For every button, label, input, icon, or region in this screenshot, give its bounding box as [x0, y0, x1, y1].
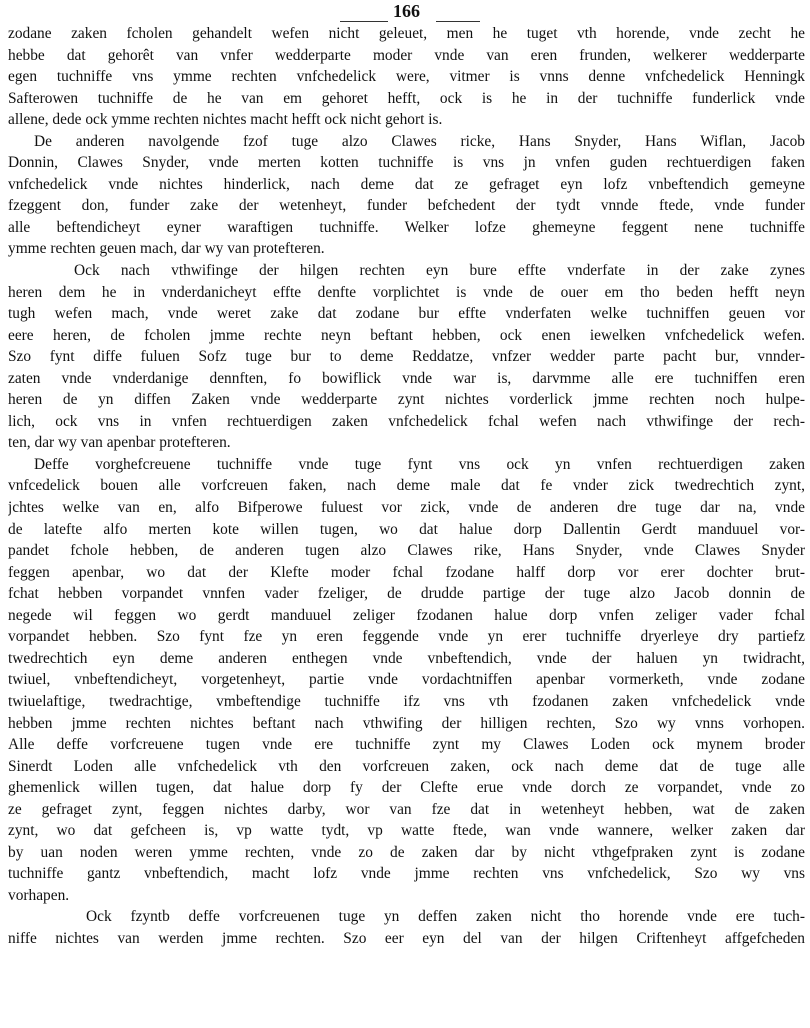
text-line: niffe nichtes van werden jmme rechten. Szo eer eyn del van der hilgen Criftenheyt affgefcheden: [8, 929, 805, 947]
text-line: twedrechtich eyn deme anderen enthegen vnde vnbeftendich, vnde der haluen yn twidracht,: [8, 649, 805, 667]
text-line: by uan noden weren ymme rechten, vnde zo de zaken dar by nicht vthgefpraken zynt is zodane: [8, 843, 805, 861]
text-line: zodane zaken fcholen gehandelt wefen nicht geleuet, men he tuget vth horende, vnde zecht he: [8, 25, 805, 42]
text-line: alle beftendicheyt eyner waraftigen tuchniffe. Welker lofze ghemeyne feggent nene tuchniffe: [8, 218, 805, 236]
text-line: Ock nach vthwifinge der hilgen rechten eyn bure effte vnderfate in der zake zynes: [74, 262, 805, 280]
header-rule-left: [340, 21, 388, 22]
text-line: heren dem he in vnderdanicheyt effte denfte vorplichtet is vnde de ouer em tho beden hefft neyn: [8, 283, 805, 301]
text-line: heren de yn diffen Zaken vnde wedderparte zynt nichtes vorderlick jmme rechten noch hulpe-: [8, 391, 805, 409]
text-line: zynt, wo dat gefcheen is, vp watte tydt, vp watte ftede, wan vnde wannere, welker zaken dar: [8, 822, 805, 840]
text-line: ze gefraget zynt, feggen nichtes darby, wor van fze dat in wetenheyt hebben, wat de zaken: [8, 800, 805, 818]
text-line: Sinerdt Loden alle vnfchedelick vth den vorfcreuen zaken, ock nach deme dat de tuge alle: [8, 757, 805, 775]
text-line: Deffe vorghefcreuene tuchniffe vnde tuge fynt vns ock yn vnfen rechtuerdigen zaken: [34, 455, 805, 473]
text-line: twiuelaftige, twedrachtige, vmbeftendige tuchniffe ifz vns vth fzodanen zaken vnfchedelick vnde: [8, 692, 805, 710]
text-line: jchtes welke van en, alfo Bifperowe fuluest vor zick, vnde de anderen dre tuge dar na, vnde: [8, 499, 805, 517]
text-line: Donnin, Clawes Snyder, vnde merten kotten tuchniffe is vns jn vnfen guden rechtuerdigen faken: [8, 154, 805, 172]
text-line: hebben jmme rechten nichtes beftant nach vthwifing der hilligen rechten, Szo wy vnns vorhopen.: [8, 714, 805, 732]
text-line: vnfchedelick vnde nichtes hinderlick, nach deme dat ze gefraget eyn lofz vnbeftendich gemeyne: [8, 175, 805, 193]
page-number: 166: [393, 1, 420, 21]
text-line: twiuel, vnbeftendicheyt, vorgetenheyt, partie vnde vordachtniffen apenbar vormerketh, vnde zodane: [8, 671, 805, 689]
text-line: Ock fzyntb deffe vorfcreuenen tuge yn deffen zaken nicht tho horende vnde ere tuch-: [86, 908, 805, 926]
header-rule-right: [436, 21, 480, 22]
text-line: eere heren, de fcholen jmme rechte neyn beftant hebben, ock enen iewelken vnfchedelick wefen.: [8, 326, 805, 344]
text-line: ghemenlick willen tugen, dat halue dorp fy der Clefte erue vnde dorch ze vorpandet, vnde zo: [8, 779, 805, 797]
text-line: Safterowen tuchniffe de he van em gehoret hefft, ock is he in der tuchniffe funderlick vnde: [8, 89, 805, 107]
text-line: feggen apenbar, wo dat der Klefte moder fchal fzodane halff dorp vor erer dochter brut-: [8, 563, 805, 581]
text-line: ymme rechten geuen mach, dar wy van protefteren.: [8, 240, 325, 258]
text-line: negede wil feggen wo gerdt manduuel zeliger fzodanen halue dorp vnfen zeliger vader fchal: [8, 606, 805, 624]
text-line: Szo fynt diffe fuluen Sofz tuge bur to deme Reddatze, vnfzer wedder parte pacht bur, vnnder-: [8, 348, 805, 366]
text-line: allene, dede ock ymme rechten nichtes macht hefft ock nicht gehort is.: [8, 111, 443, 129]
text-line: vnfcedelick bouen alle vorfcreuen faken, nach deme male dat fe vnder zick twedrechtich zynt,: [8, 477, 805, 495]
text-line: Alle deffe vorfcreuene tugen vnde ere tuchniffe zynt my Clawes Loden ock mynem broder: [8, 736, 805, 754]
text-line: hebbe dat gehorêt van vnfer wedderparte moder vnde van eren frunden, welkerer wedderparte: [8, 46, 805, 64]
text-line: tuchniffe gantz vnbeftendich, macht lofz vnde jmme rechten vns vnfchedelick, Szo wy vns: [8, 865, 805, 883]
text-line: lich, ock vns in vnfen rechtuerdigen zaken vnfchedelick fchal wefen nach vthwifinge der rech-: [8, 412, 805, 430]
text-line: ten, dar wy van apenbar protefteren.: [8, 434, 231, 452]
text-line: pandet fchole hebben, de anderen tugen alzo Clawes rike, Hans Snyder, vnde Clawes Snyder: [8, 542, 805, 560]
body-text: [8, 23, 805, 950]
text-line: zaten vnde vnderdanige dennften, fo bowiflick vnde war is, darvmme alle ere tuchniffen eren: [8, 369, 805, 387]
text-line: fzeggent don, funder zake der wetenheyt, funder befchedent der tydt vnnde ftede, vnde funder: [8, 197, 805, 215]
text-line: fchat hebben vorpandet vnnfen vader fzeliger, de drudde partige der tuge alzo Jacob donnin de: [8, 585, 805, 603]
text-line: De anderen navolgende fzof tuge alzo Clawes ricke, Hans Snyder, Hans Wiflan, Jacob: [34, 132, 805, 150]
document-page: [8, 0, 805, 1028]
text-line: tugh wefen mach, vnde weret zake dat zodane bur effte vnderfaten welke tuchniffen geuen vor: [8, 305, 805, 323]
text-line: vorpandet hebben. Szo fynt fze yn eren feggende vnde yn erer tuchniffe dryerleye dry partiefz: [8, 628, 805, 646]
text-line: vorhapen.: [8, 886, 70, 904]
page-header: [8, 0, 805, 24]
text-line: de latefte alfo merten kote willen tugen, wo dat halue dorp Dallentin Gerdt manduuel vor-: [8, 520, 805, 538]
text-line: egen tuchniffe vns ymme rechten vnfchedelick were, vitmer is vnns denne vnfchedelick Henningk: [8, 68, 805, 86]
